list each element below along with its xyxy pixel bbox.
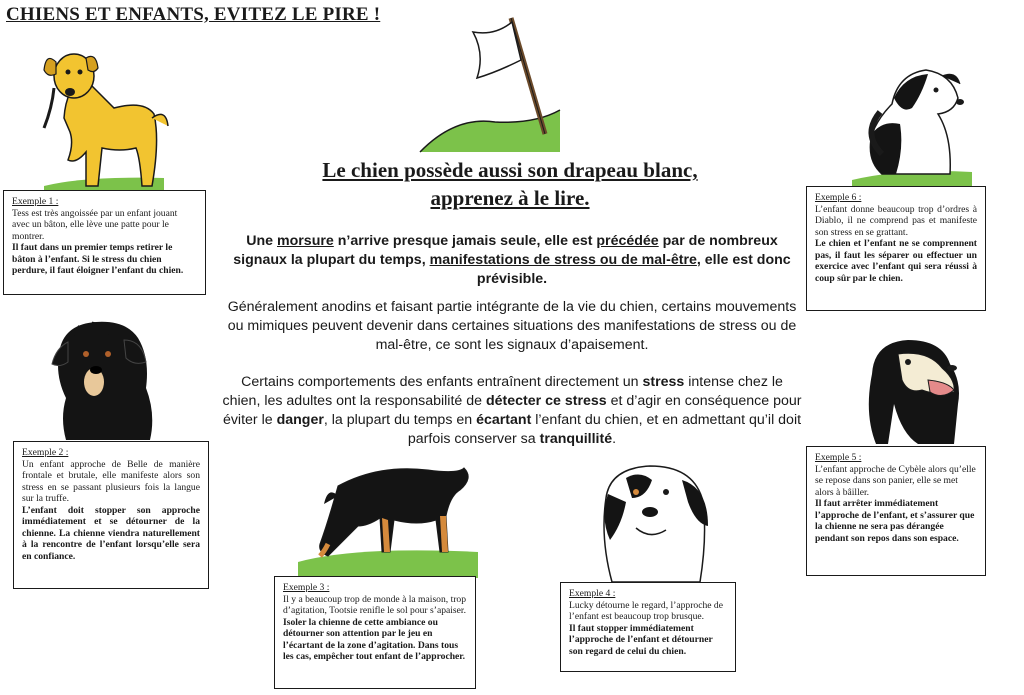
p2-text-6: . — [612, 431, 617, 447]
example-1-advice: Il faut dans un premier temps retirer le bâton à l’enfant. Si le stress du chien perdure, il faut éloigner l’enfant du chien. — [12, 242, 184, 276]
example-4-advice: Il faut stopper immédiatement l’approche de l’enfant et détourner son regard de celui du chien. — [569, 622, 713, 657]
p2-text-2: intense chez le chien, les adultes ont la responsabilité de — [222, 374, 783, 409]
dog-illustration-tess — [24, 48, 174, 190]
example-6-box — [806, 186, 986, 311]
p2-text-5: l’enfant du chien, et en admettant qu’il doit parfois conserver sa — [407, 412, 802, 447]
dog-illustration-cybele — [858, 334, 966, 446]
example-1-label: Exemple 1 : — [12, 196, 59, 207]
p2-text-3: et d’agir en conséquence pour éviter le — [222, 393, 802, 428]
intro-underline-precedee: précédée — [596, 233, 659, 249]
p2-bold-tranquillite: tranquillité — [539, 431, 613, 447]
example-2-label: Exemple 2 : — [22, 447, 69, 458]
example-2-box — [13, 441, 209, 589]
p2-bold-detecter: détecter ce stress — [485, 393, 607, 409]
example-3-box — [274, 576, 476, 689]
example-2-advice: L’enfant doit stopper son approche immédiatement et se détourner de la chienne. La chienne viendra naturellement à la rencontre de l’enfant lorsqu’elle sera en confiance. — [22, 504, 200, 562]
intro-paragraph — [222, 232, 802, 289]
paragraph-signals: Généralement anodins et faisant partie intégrante de la vie du chien, certains mouvements ou mimiques peuvent devenir dans certaines situations des manifestations de stress ou de mal-être, ce sont les signaux d’apaisement. — [227, 299, 797, 353]
dog-illustration-lucky — [596, 458, 716, 584]
example-4-situation: Lucky détourne le regard, l’approche de l’enfant est beaucoup trop brusque. — [569, 599, 723, 622]
p2-text-1: Certains comportements des enfants entraînent directement un — [241, 374, 643, 390]
example-1-box — [3, 190, 206, 295]
p2-text-4: , la plupart du temps en — [323, 412, 477, 428]
intro-text-3: par de nombreux signaux la plupart du temps, — [233, 233, 778, 268]
intro-text-4: , elle est donc prévisible. — [476, 252, 791, 287]
example-5-advice: Il faut arrêter immédiatement l’approche de l’enfant, et s’assurer que la chienne ne sera pas dérangée pendant son repos dans son espace. — [815, 498, 975, 544]
example-6-advice: Le chien et l’enfant ne se comprennent pas, il faut les séparer ou effectuer un exercice avec l’enfant qui sera réussi à coup sûr par le chien. — [815, 238, 977, 284]
example-2-situation: Un enfant approche de Belle de manière frontale et brutale, elle manifeste alors son stress en se passant plusieurs fois la langue sur la truffe. — [22, 458, 200, 504]
white-flag-illustration — [415, 14, 565, 154]
example-6-label: Exemple 6 : — [815, 192, 862, 203]
example-5-label: Exemple 5 : — [815, 452, 862, 463]
example-5-box — [806, 446, 986, 576]
dog-illustration-belle — [46, 318, 166, 442]
example-5-situation: L’enfant approche de Cybèle alors qu’elle se repose dans son panier, elle se met alors à bâiller. — [815, 463, 976, 498]
paragraph-children — [222, 373, 802, 449]
p2-bold-stress: stress — [642, 374, 685, 390]
example-4-label: Exemple 4 : — [569, 588, 616, 599]
headline-line-1: Le chien possède aussi son drapeau blanc, — [322, 158, 698, 182]
intro-underline-manifestations: manifestations de stress ou de mal-être — [429, 252, 697, 268]
intro-text-1: Une — [246, 233, 277, 249]
example-4-box — [560, 582, 736, 672]
intro-text-2: n’arrive presque jamais seule, elle est — [333, 233, 597, 249]
intro-underline-morsure: morsure — [277, 233, 334, 249]
example-3-situation: Il y a beaucoup trop de monde à la maison, trop d’agitation, Tootsie renifle le sol pour s’apaiser. — [283, 593, 467, 616]
headline-line-2: apprenez à le lire. — [430, 186, 590, 210]
p2-bold-danger: danger — [276, 412, 324, 428]
dog-illustration-tootsie — [298, 456, 478, 578]
example-1-situation: Tess est très angoissée par un enfant jouant avec un bâton, elle lève une patte pour le montrer. — [12, 207, 178, 242]
example-6-situation: L’enfant donne beaucoup trop d’ordres à Diablo, il ne comprend pas et manifeste son stress en se grattant. — [815, 203, 977, 238]
page-title: CHIENS ET ENFANTS, EVITEZ LE PIRE ! — [6, 4, 381, 25]
example-3-label: Exemple 3 : — [283, 582, 330, 593]
p2-bold-ecartant: écartant — [476, 412, 532, 428]
dog-illustration-diablo — [842, 64, 982, 186]
headline — [250, 156, 770, 212]
example-3-advice: Isoler la chienne de cette ambiance ou détourner son attention par le jeu en l’écartant de la zone d’agitation. Dans tous les cas, empêcher tout enfant de l’approcher. — [283, 616, 466, 662]
